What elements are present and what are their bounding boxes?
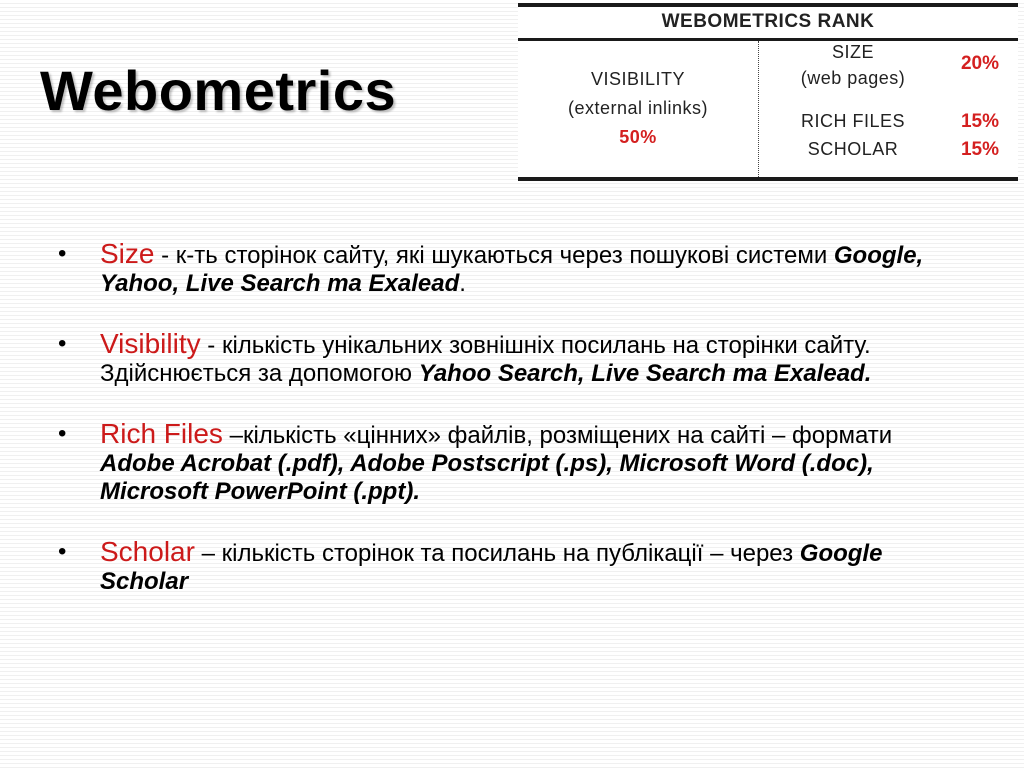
bullet-term: Visibility [100, 328, 201, 359]
bullet-dot-icon: • [58, 538, 67, 565]
bullet-term: Rich Files [100, 418, 223, 449]
bullet-scholar [58, 538, 958, 596]
size-sublabel: (web pages) [800, 68, 906, 88]
bullet-text-end: . [459, 270, 466, 297]
bullet-emphasis: Google, Yahoo, Live Search та Exalead [100, 242, 924, 297]
bullet-dot-icon: • [58, 330, 67, 357]
rich-files-percent: 15% [960, 111, 1000, 132]
table-column-divider [758, 41, 760, 177]
webometrics-rank-table [518, 3, 1018, 181]
bullet-separator: - [154, 242, 176, 269]
visibility-percent: 50% [619, 127, 657, 147]
bullet-separator: – [194, 540, 222, 567]
bullet-term: Size [100, 238, 155, 269]
visibility-label: VISIBILITY [590, 69, 686, 89]
bullet-emphasis: Adobe Acrobat (.pdf), Adobe Postscript (.ps), Microsoft Word (.doc), Microsoft PowerPoint (.ppt). [100, 450, 874, 505]
bullet-dot-icon: • [58, 240, 67, 267]
bullet-size [58, 240, 958, 298]
bullet-text: кількість сторінок та посилань на публікації – через [221, 540, 800, 567]
bullet-dot-icon: • [58, 420, 67, 447]
bullet-rich-files [58, 420, 958, 506]
visibility-cell [518, 65, 758, 152]
scholar-label: SCHOLAR [807, 139, 899, 159]
bullet-separator: – [222, 422, 243, 449]
scholar-percent: 15% [960, 139, 1000, 160]
size-percent: 20% [960, 53, 1000, 74]
slide-title: Webometrics [40, 59, 397, 122]
bullet-visibility [58, 330, 958, 388]
bullet-emphasis: Google Scholar [100, 540, 883, 595]
size-cell [768, 39, 938, 91]
table-bottom-rule [518, 177, 1018, 181]
bullet-separator: - [200, 332, 222, 359]
size-label: SIZE [831, 42, 874, 62]
bullet-emphasis: Yahoo Search, Live Search та Exalead. [418, 360, 872, 387]
bullet-text: кількість унікальних зовнішніх посилань на сторінки сайту. Здійснюється за допомогою [100, 332, 871, 387]
table-heading: WEBOMETRICS RANK [661, 11, 875, 32]
bullet-text: кількість «цінних» файлів, розміщених на сайті – формати [242, 422, 893, 449]
rich-files-label: RICH FILES [800, 111, 906, 131]
bullet-text: к-ть сторінок сайту, які шукаються через пошукові системи [175, 242, 834, 269]
table-top-rule [518, 3, 1018, 7]
visibility-sublabel: (external inlinks) [567, 98, 709, 118]
bullet-term: Scholar [100, 536, 195, 567]
criteria-bullet-list [58, 240, 958, 628]
